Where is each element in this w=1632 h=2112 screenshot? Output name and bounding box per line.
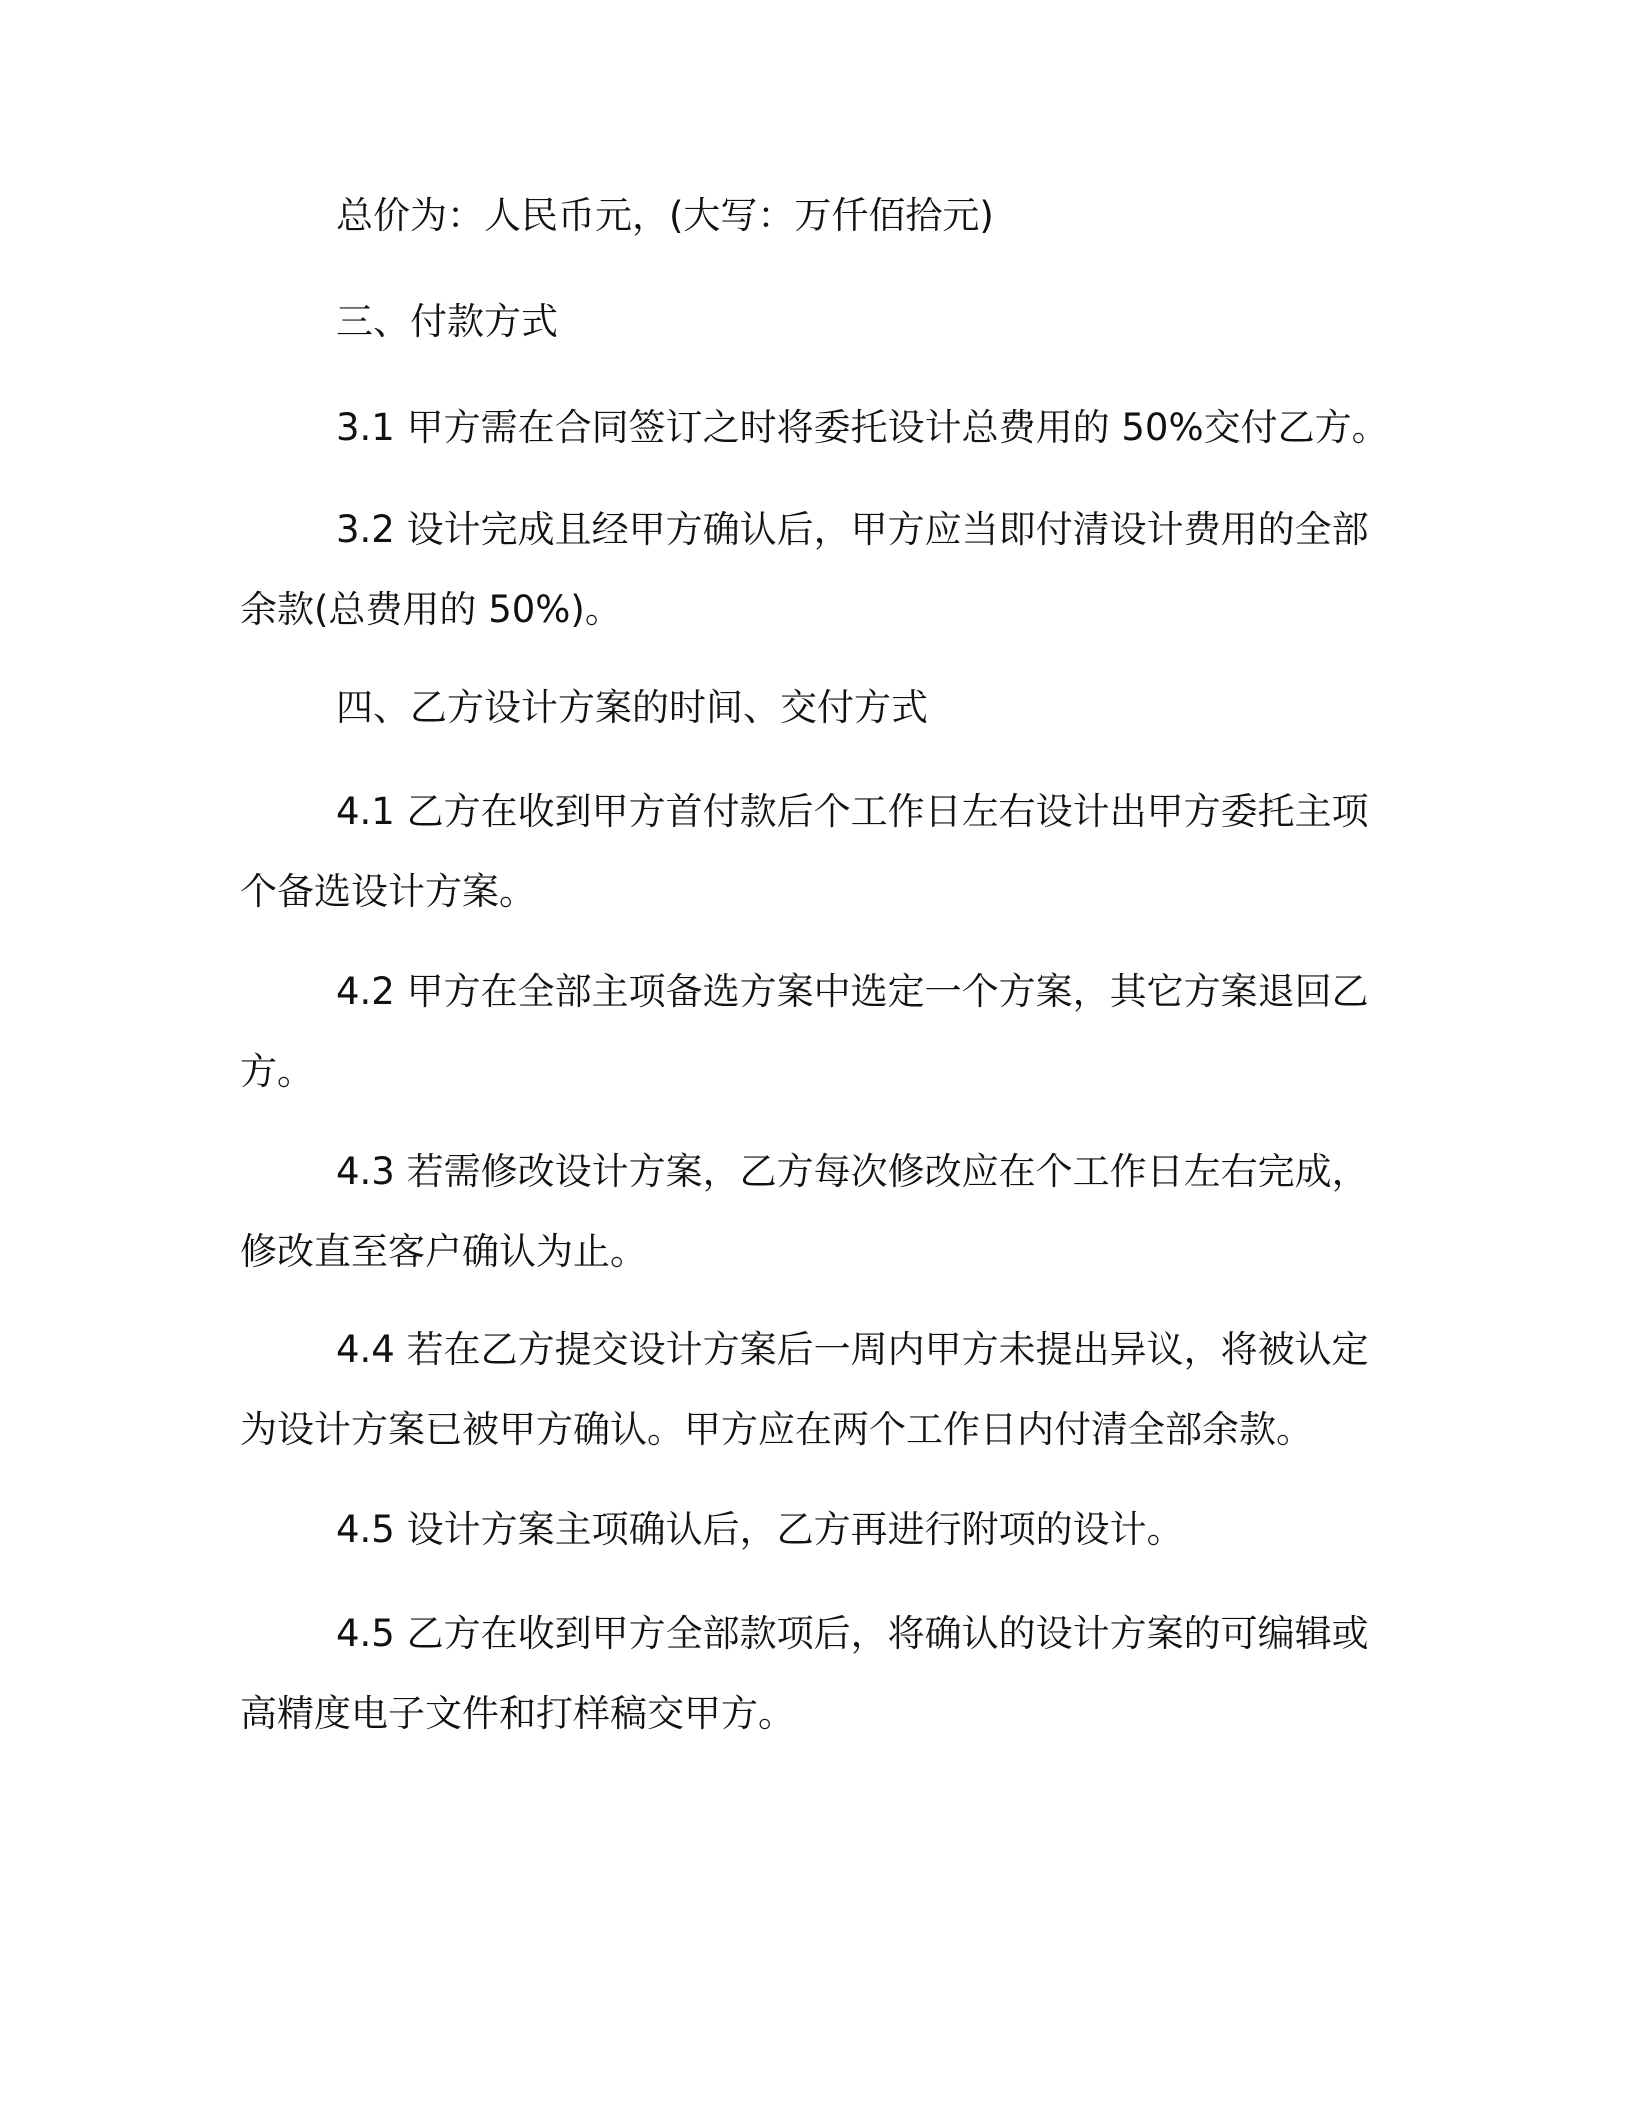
text-line: 3.2 设计完成且经甲方确认后，甲方应当即付清设计费用的全部 <box>336 508 1369 551</box>
paragraph-clause-4-1 <box>240 772 1370 932</box>
paragraph-clause-3-1 <box>240 388 1389 468</box>
paragraph-clause-4-3 <box>240 1132 1370 1292</box>
text-line: 三、付款方式 <box>336 300 558 343</box>
text-line: 总价为：人民币元，(大写：万仟佰拾元) <box>336 194 994 237</box>
text-line: 4.1 乙方在收到甲方首付款后个工作日左右设计出甲方委托主项 <box>336 790 1369 833</box>
text-line: 3.1 甲方需在合同签订之时将委托设计总费用的 50%交付乙方。 <box>336 406 1389 449</box>
text-line: 个备选设计方案。 <box>240 870 536 913</box>
text-line: 4.5 乙方在收到甲方全部款项后，将确认的设计方案的可编辑或 <box>336 1612 1369 1655</box>
text-line: 余款(总费用的 50%)。 <box>240 588 622 631</box>
text-line: 为设计方案已被甲方确认。甲方应在两个工作日内付清全部余款。 <box>240 1408 1313 1451</box>
paragraph-clause-3-2 <box>240 490 1370 650</box>
text-line: 4.5 设计方案主项确认后，乙方再进行附项的设计。 <box>336 1508 1184 1551</box>
paragraph-clause-4-4 <box>240 1310 1370 1470</box>
text-line: 4.3 若需修改设计方案，乙方每次修改应在个工作日左右完成， <box>336 1150 1369 1193</box>
text-line: 四、乙方设计方案的时间、交付方式 <box>336 686 928 729</box>
paragraph-clause-4-5a <box>240 1490 1370 1570</box>
section-heading-delivery <box>240 668 1370 748</box>
text-line: 修改直至客户确认为止。 <box>240 1230 647 1273</box>
paragraph-total-price <box>240 176 1370 256</box>
paragraph-clause-4-2 <box>240 952 1370 1112</box>
text-line: 高精度电子文件和打样稿交甲方。 <box>240 1692 795 1735</box>
paragraph-clause-4-5b <box>240 1594 1370 1754</box>
text-line: 方。 <box>240 1050 314 1093</box>
text-line: 4.4 若在乙方提交设计方案后一周内甲方未提出异议，将被认定 <box>336 1328 1369 1371</box>
section-heading-payment <box>240 282 1370 362</box>
text-line: 4.2 甲方在全部主项备选方案中选定一个方案，其它方案退回乙 <box>336 970 1369 1013</box>
